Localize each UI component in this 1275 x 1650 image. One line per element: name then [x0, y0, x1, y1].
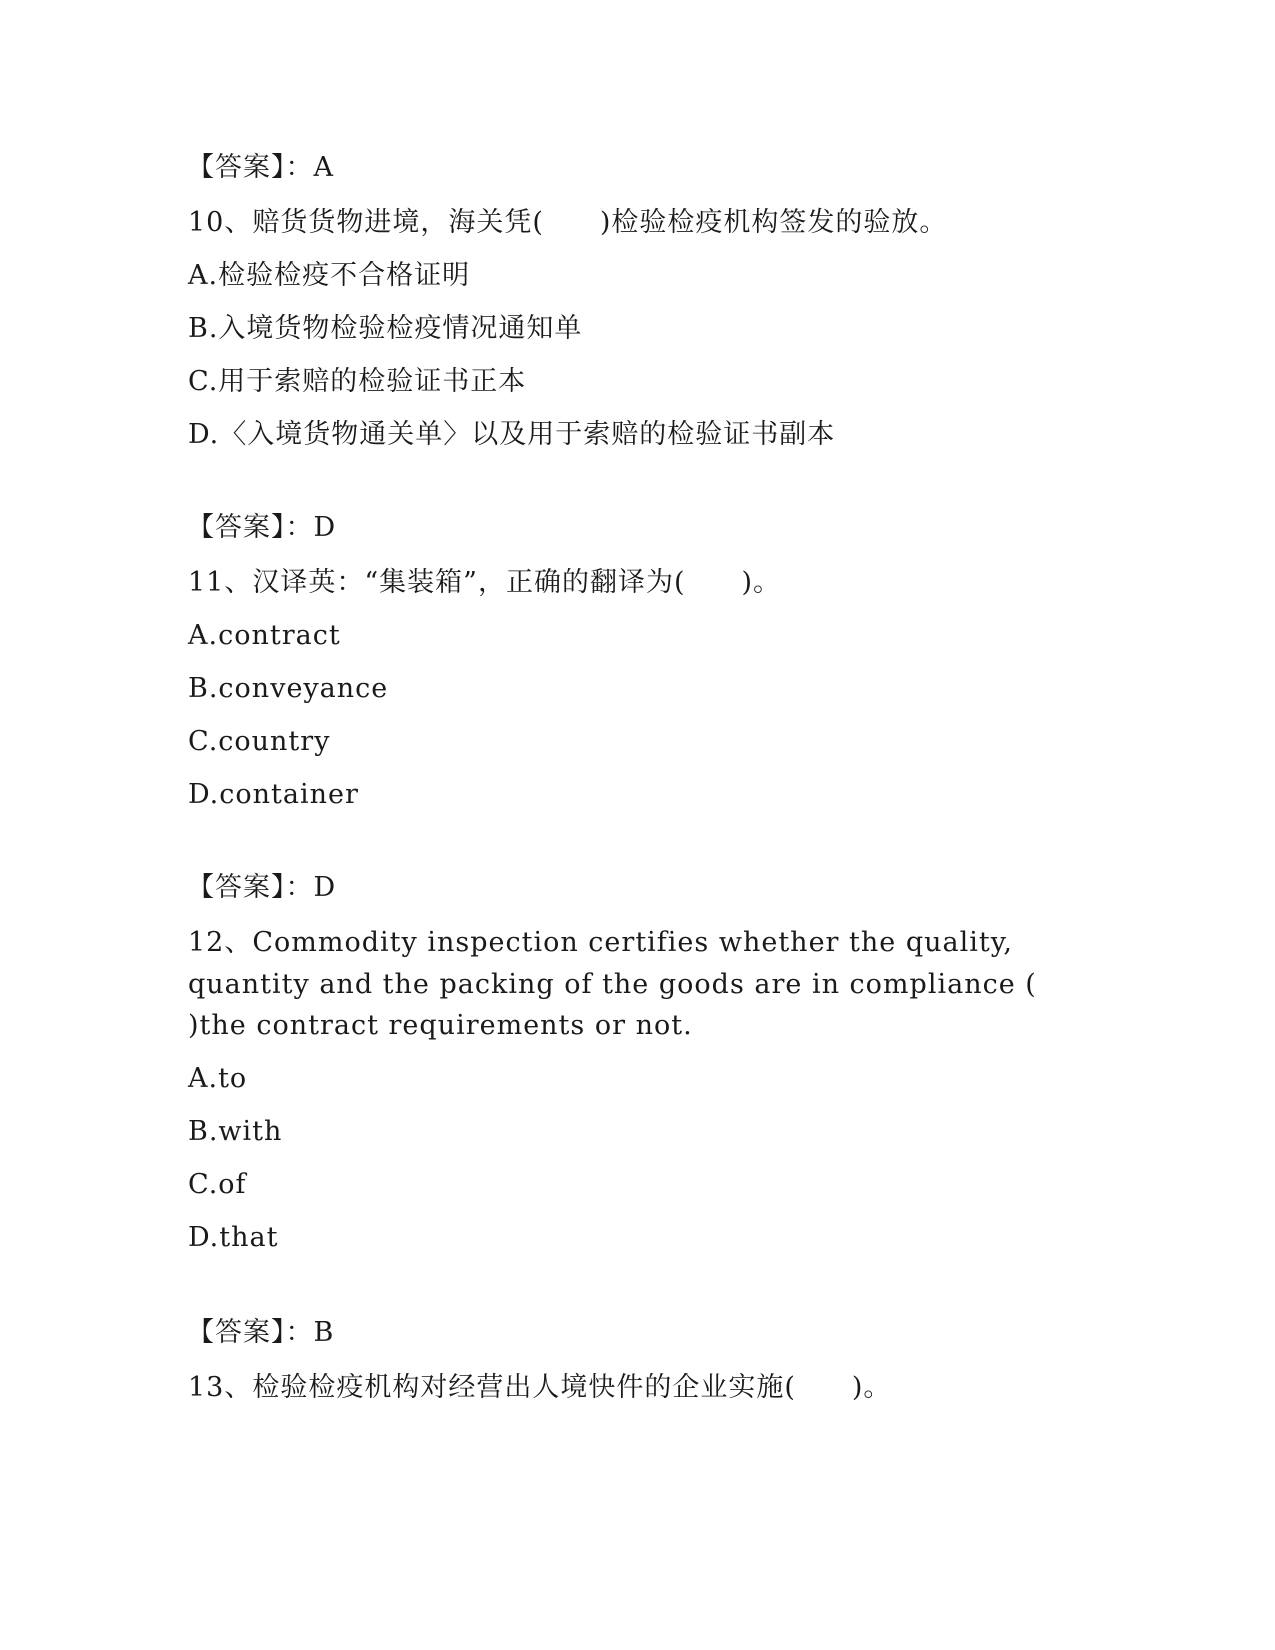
question-12-text-line-3: )the contract requirements or not. [188, 1010, 693, 1041]
answer-line-9: 【答案】：A [187, 152, 334, 183]
question-10-option-d: D.〈入境货物通关单〉以及用于索赔的检验证书副本 [188, 419, 836, 450]
question-12-option-c: C.of [188, 1169, 247, 1200]
question-13-text: 13、检验检疫机构对经营出人境快件的企业实施( )。 [188, 1372, 892, 1403]
answer-line-11: 【答案】：D [187, 872, 337, 903]
question-11-option-d: D.container [188, 779, 359, 810]
question-12-option-a: A.to [188, 1063, 248, 1094]
question-12-option-d: D.that [188, 1222, 279, 1253]
question-11-option-c: C.country [188, 726, 331, 757]
answer-line-10: 【答案】：D [187, 512, 337, 543]
question-11-option-a: A.contract [188, 620, 341, 651]
question-10-option-c: C.用于索赔的检验证书正本 [188, 366, 527, 397]
question-12-text-line-2: quantity and the packing of the goods are in compliance ( [188, 969, 1037, 1000]
question-11-option-b: B.conveyance [188, 673, 389, 704]
question-10-option-b: B.入境货物检验检疫情况通知单 [188, 313, 583, 344]
question-10-text: 10、赔货货物进境，海关凭( )检验检疫机构签发的验放。 [188, 207, 948, 238]
question-12-text-line-1: 12、Commodity inspection certifies whether the quality, [188, 927, 1013, 958]
question-12-option-b: B.with [188, 1116, 283, 1147]
question-10-option-a: A.检验检疫不合格证明 [188, 260, 471, 291]
answer-line-12: 【答案】：B [187, 1317, 335, 1348]
question-11-text: 11、汉译英：“集装箱”，正确的翻译为( )。 [188, 567, 782, 598]
